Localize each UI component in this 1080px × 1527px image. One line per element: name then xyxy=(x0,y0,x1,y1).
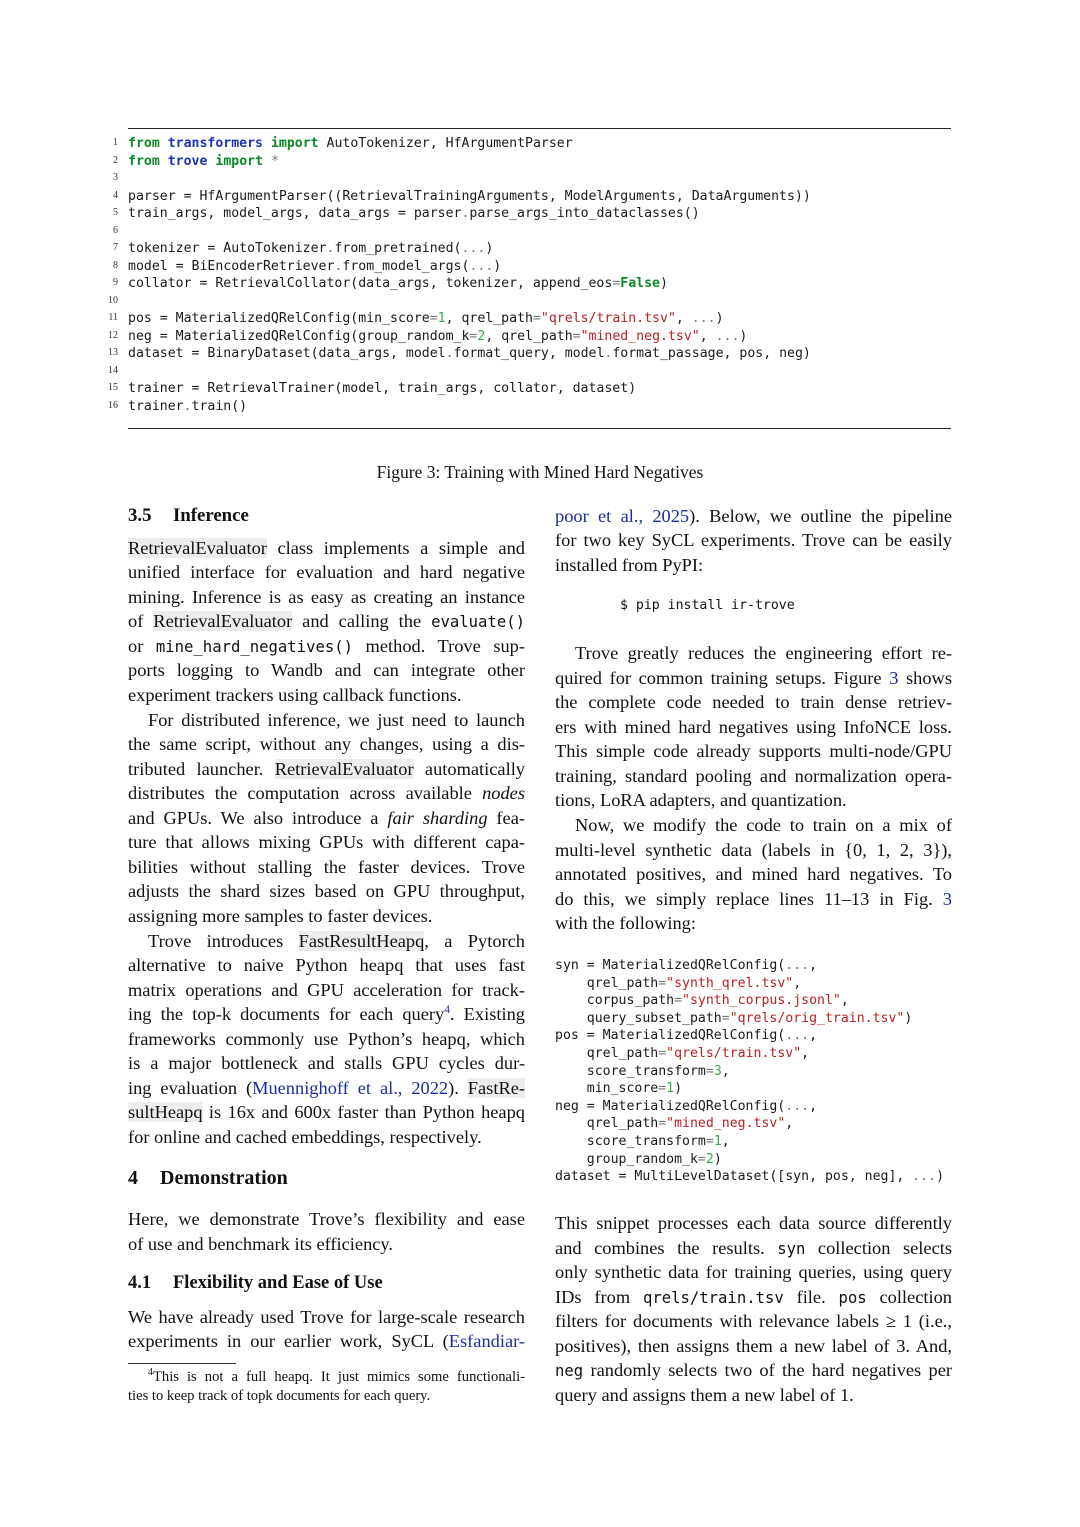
code-token: = xyxy=(572,328,581,344)
code-token: from xyxy=(128,136,160,151)
code-token: "synth_corpus.jsonl" xyxy=(682,993,841,1009)
snippet-line xyxy=(555,1010,912,1028)
section-title: Inference xyxy=(173,505,249,526)
code-term: RetrievalEvaluator xyxy=(128,538,267,558)
footnote-ref[interactable]: 4 xyxy=(444,1003,450,1016)
text: 1 (i.e., xyxy=(895,1311,952,1331)
snippet-line xyxy=(555,957,817,975)
section-heading-3-5 xyxy=(128,505,249,527)
text-line: multi-level synthetic data (labels in {0, 1, 2, 3}), xyxy=(555,840,952,860)
code-token: = xyxy=(721,1010,730,1026)
text: . Existing xyxy=(449,1004,525,1024)
code-token: 1 xyxy=(666,1081,675,1097)
line-number: 11 xyxy=(108,312,118,323)
figure-caption: Figure 3: Training with Mined Hard Negatives xyxy=(376,462,704,482)
code-token: 1 xyxy=(713,1134,722,1149)
code-token: ) xyxy=(485,241,494,256)
code-token: , xyxy=(721,1134,730,1149)
code-token: 2 xyxy=(705,1151,714,1167)
text-line: Here, we demonstrate Trove’s flexibility and ease xyxy=(128,1209,525,1229)
code-term: sultHeapq xyxy=(128,1102,203,1122)
code-term: RetrievalEvaluator xyxy=(153,611,293,631)
code-token: trove xyxy=(167,153,208,169)
text: ). Below, we outline the pipeline xyxy=(689,506,953,526)
footnote-line: ties to keep track of topk documents for each query. xyxy=(128,1388,431,1404)
code-token: pos = MaterializedQRelConfig(min_score xyxy=(128,311,430,326)
text-line: query and assigns them a new label of 1. xyxy=(555,1385,854,1405)
code-token: train() xyxy=(191,398,248,414)
code-token: ... xyxy=(715,328,740,344)
code-token: , xyxy=(675,311,692,326)
code-token: 1 xyxy=(437,311,446,326)
code-term: FastResultHeapq xyxy=(298,931,425,951)
code-text xyxy=(128,153,279,171)
code-token: * xyxy=(270,153,279,169)
code-line xyxy=(0,240,1080,258)
code-token: pos = MaterializedQRelConfig( xyxy=(555,1028,786,1044)
code-token: syn = MaterializedQRelConfig( xyxy=(555,958,786,973)
section-number: 3.5 xyxy=(128,505,152,526)
text: , a Pytorch xyxy=(424,931,525,951)
code-text xyxy=(128,135,573,153)
code-token: "mined_neg.tsv" xyxy=(580,328,700,344)
emphasis: nodes xyxy=(482,783,525,803)
code-line xyxy=(0,380,1080,398)
code-token: ) xyxy=(739,328,748,344)
code-token: = xyxy=(697,1151,706,1167)
line-number: 4 xyxy=(113,189,118,201)
code-line xyxy=(0,293,1080,311)
code-token: format_passage, pos, neg) xyxy=(612,346,811,361)
code-line xyxy=(0,135,1080,153)
section-title: Demonstration xyxy=(160,1167,288,1189)
text: IDs from xyxy=(555,1287,643,1307)
code-token: , xyxy=(801,1046,810,1061)
text-line: ers with mined hard negatives using InfoNCE loss. xyxy=(555,717,952,737)
code-token: = xyxy=(658,1081,667,1097)
code-token: ... xyxy=(691,311,716,326)
snippet-line xyxy=(555,1151,722,1169)
inline-code: neg xyxy=(555,1362,584,1380)
code-line xyxy=(0,345,1080,363)
text: of xyxy=(128,611,154,631)
text: file. xyxy=(783,1287,839,1307)
code-line xyxy=(0,363,1080,381)
text-line: for online and cached embeddings, respectively. xyxy=(128,1127,482,1147)
text-line xyxy=(128,1100,525,1124)
code-text xyxy=(128,328,747,346)
text: experiments in our earlier work, SyCL ( xyxy=(128,1331,449,1351)
text-line: Now, we modify the code to train on a mix of xyxy=(575,815,952,835)
code-line xyxy=(0,258,1080,276)
text-line xyxy=(128,929,525,953)
text-line: For distributed inference, we just need to launch xyxy=(148,710,525,730)
code-token: 3 xyxy=(713,1063,722,1079)
code-token: ... xyxy=(469,258,494,274)
code-token: dataset = MultiLevelDataset([syn, pos, neg], xyxy=(555,1169,913,1185)
code-token: import xyxy=(215,153,264,169)
text-line xyxy=(555,1236,952,1260)
code-token: "synth_qrel.tsv" xyxy=(666,975,794,991)
code-token: = xyxy=(705,1063,714,1079)
text-line xyxy=(128,1076,525,1100)
code-token: = xyxy=(705,1134,714,1149)
code-token: 2 xyxy=(477,328,486,344)
code-token: ... xyxy=(912,1169,937,1185)
text-line xyxy=(128,609,525,633)
code-token: group_random_k xyxy=(555,1151,698,1167)
line-number: 15 xyxy=(108,382,118,393)
citation-link[interactable]: poor et al., 2025 xyxy=(555,506,690,526)
text: fea- xyxy=(487,808,526,828)
footnote-rule xyxy=(128,1363,236,1364)
code-token: . xyxy=(461,206,470,221)
text-line xyxy=(555,1358,952,1382)
line-number: 8 xyxy=(113,259,118,271)
code-token xyxy=(160,136,168,151)
code-token: = xyxy=(658,975,667,991)
code-token: = xyxy=(658,1116,667,1132)
text-line: tions, LoRA adapters, and quantization. xyxy=(555,790,847,810)
section-number: 4.1 xyxy=(128,1273,152,1293)
text-line xyxy=(555,666,952,690)
line-number: 5 xyxy=(113,207,118,218)
code-token: transformers xyxy=(167,136,263,151)
section-heading-4 xyxy=(128,1167,288,1190)
text-line: ture that allows mixing GPUs with different capa- xyxy=(128,832,525,852)
code-line xyxy=(0,328,1080,346)
code-token: = xyxy=(674,993,683,1009)
inline-code: syn xyxy=(777,1240,806,1258)
text-line: of use and benchmark its efficiency. xyxy=(128,1234,394,1254)
line-number: 7 xyxy=(113,242,118,253)
code-token: qrel_path xyxy=(555,1046,659,1061)
code-line xyxy=(0,275,1080,293)
code-token: ... xyxy=(785,1098,810,1114)
text-line: frameworks commonly use Python’s heapq, which xyxy=(128,1029,525,1049)
code-line xyxy=(0,188,1080,206)
text-line xyxy=(128,806,525,830)
text: collection selects xyxy=(805,1238,952,1258)
code-token: , xyxy=(785,1116,794,1132)
text-line xyxy=(555,1285,952,1309)
code-token: . xyxy=(445,346,454,361)
citation-link[interactable]: Muennighoff et al., 2022 xyxy=(252,1078,449,1098)
code-token: . xyxy=(334,258,343,274)
text-line xyxy=(128,1002,525,1026)
line-number: 10 xyxy=(108,294,118,306)
code-token: from_pretrained( xyxy=(334,241,462,256)
code-token: collator = RetrievalCollator(data_args, tokenizer, append_eos xyxy=(128,276,613,291)
line-number: 14 xyxy=(108,364,118,376)
text-line: matrix operations and GPU acceleration for track- xyxy=(128,980,525,1000)
code-token xyxy=(160,154,168,169)
text-line: is a major bottleneck and stalls GPU cycles dur- xyxy=(128,1053,525,1073)
text: automatically xyxy=(413,759,526,779)
text-line: alternative to naive Python heapq that uses fast xyxy=(128,955,525,975)
code-token: . xyxy=(183,398,192,414)
code-token: = xyxy=(532,311,541,326)
text-line: mining. Inference is as easy as creating an instance xyxy=(128,587,525,607)
code-token: , xyxy=(721,1063,730,1079)
listing-top-rule xyxy=(128,128,951,129)
code-token: ) xyxy=(936,1169,945,1185)
code-token: . xyxy=(604,346,613,361)
code-token: from_model_args( xyxy=(342,258,470,274)
code-text xyxy=(128,205,700,223)
code-token: ... xyxy=(785,958,810,973)
listing-bottom-rule xyxy=(128,428,951,429)
text-line: annotated positives, and mined hard negatives. To xyxy=(555,864,952,884)
inline-code: qrels/train.tsv xyxy=(642,1289,784,1307)
snippet-line xyxy=(555,1168,944,1186)
code-token: , qrel_path xyxy=(485,328,573,344)
text: ing evaluation ( xyxy=(128,1078,253,1098)
code-token: parse_args_into_dataclasses() xyxy=(469,206,700,221)
code-token: import xyxy=(270,136,319,151)
line-number: 9 xyxy=(113,277,118,288)
code-token: query_subset_path xyxy=(555,1010,722,1026)
footnote-mark: 4 xyxy=(148,1367,153,1379)
code-token: parser = HfArgumentParser((RetrievalTrainingArguments, ModelArguments, DataArguments)) xyxy=(128,188,811,204)
install-command: $ pip install ir-trove xyxy=(620,598,795,613)
text: filters for documents with relevance labels xyxy=(555,1311,886,1331)
text-line: Trove greatly reduces the engineering effort re- xyxy=(575,643,952,663)
text-line: the same script, without any changes, using a dis- xyxy=(128,734,525,754)
text-line xyxy=(555,887,952,911)
code-token: trainer xyxy=(128,398,184,414)
code-token: score_transform xyxy=(555,1134,706,1149)
code-token: , xyxy=(840,993,849,1009)
code-text xyxy=(128,258,501,276)
text: ing the top-k documents for each query xyxy=(128,1004,445,1024)
code-token: = xyxy=(612,276,621,291)
code-token: False xyxy=(620,276,660,291)
text: ). xyxy=(448,1078,468,1098)
code-token: dataset = BinaryDataset(data_args, model xyxy=(128,346,446,361)
text: collection xyxy=(866,1287,952,1307)
code-token: neg = MaterializedQRelConfig( xyxy=(555,1098,786,1114)
code-token: min_score xyxy=(555,1081,659,1097)
text-line: experiment trackers using callback functions. xyxy=(128,685,462,705)
code-token: "qrels/orig_train.tsv" xyxy=(729,1010,905,1026)
code-token: neg = MaterializedQRelConfig(group_random_k xyxy=(128,328,470,344)
citation-link[interactable]: Esfandiar- xyxy=(448,1331,525,1351)
snippet-line xyxy=(555,1098,817,1116)
code-token: qrel_path xyxy=(555,1116,659,1132)
code-text xyxy=(128,188,811,206)
code-token: ) xyxy=(493,258,502,274)
text: quired for common training setups. Figure xyxy=(555,668,890,688)
section-number: 4 xyxy=(128,1167,138,1189)
code-token: AutoTokenizer, HfArgumentParser xyxy=(318,136,573,151)
section-title: Flexibility and Ease of Use xyxy=(173,1273,383,1293)
snippet-line xyxy=(555,992,849,1010)
text-line: This snippet processes each data source differently xyxy=(555,1213,952,1233)
text-line xyxy=(128,781,525,805)
text-line xyxy=(128,757,525,781)
code-token: . xyxy=(326,241,335,256)
code-token xyxy=(263,136,271,151)
code-line xyxy=(0,310,1080,328)
line-number: 6 xyxy=(113,224,118,236)
snippet-line xyxy=(555,1115,793,1133)
text-line: adjusts the shard sizes based on GPU throughput, xyxy=(128,881,525,901)
code-token: , qrel_path xyxy=(445,311,533,326)
code-token: model = BiEncoderRetriever xyxy=(128,258,335,274)
code-token xyxy=(263,154,271,169)
code-token: ... xyxy=(785,1028,810,1044)
code-line xyxy=(0,205,1080,223)
code-token: tokenizer = AutoTokenizer xyxy=(128,241,327,256)
code-token: format_query, model xyxy=(453,346,605,361)
code-token: ) xyxy=(674,1081,683,1097)
text: tributed launcher. xyxy=(128,759,275,779)
footnote-line xyxy=(128,1368,525,1387)
code-token: "qrels/train.tsv" xyxy=(540,311,676,326)
inline-code: evaluate() xyxy=(431,613,525,631)
code-text xyxy=(128,310,724,328)
figure-ref-link[interactable]: 3 xyxy=(889,668,899,688)
inline-code: pos xyxy=(838,1289,867,1307)
code-token: "mined_neg.tsv" xyxy=(666,1116,786,1132)
code-text xyxy=(128,398,247,416)
code-text xyxy=(128,240,493,258)
code-term: RetrievalEvaluator xyxy=(274,759,414,779)
text: is 16x and 600x faster than Python heapq xyxy=(202,1102,525,1122)
text: or xyxy=(128,636,156,656)
code-line xyxy=(0,170,1080,188)
text-line: installed from PyPI: xyxy=(555,555,704,575)
code-text xyxy=(128,380,636,398)
code-token: , xyxy=(809,1098,818,1114)
code-token: corpus_path xyxy=(555,993,675,1009)
code-token: = xyxy=(658,1046,667,1061)
snippet-line xyxy=(555,1133,730,1151)
code-token: qrel_path xyxy=(555,975,659,991)
inline-code: mine_hard_negatives() xyxy=(155,638,354,656)
section-heading-4-1 xyxy=(128,1273,383,1294)
text-line: bilities without stalling the faster devices. Trove xyxy=(128,857,525,877)
math-symbol: ≥ xyxy=(885,1311,896,1331)
text: class implements a simple and xyxy=(266,538,525,558)
code-token: ) xyxy=(904,1010,913,1026)
code-token: , xyxy=(809,958,818,973)
text-line: We have already used Trove for large-scale research xyxy=(128,1307,525,1327)
text: method. Trove sup- xyxy=(353,636,525,656)
text-line: the complete code needed to train dense retriev- xyxy=(555,692,952,712)
figure-ref-link[interactable]: 3 xyxy=(942,889,952,909)
text-line xyxy=(128,536,525,560)
code-token: , xyxy=(809,1028,818,1044)
code-token: ... xyxy=(461,241,486,256)
code-line xyxy=(0,223,1080,241)
snippet-line xyxy=(555,1063,730,1081)
text: shows xyxy=(898,668,952,688)
text: randomly selects two of the hard negatives per xyxy=(583,1360,952,1380)
text: and combines the results. xyxy=(555,1238,778,1258)
code-line xyxy=(0,398,1080,416)
code-token: "qrels/train.tsv" xyxy=(666,1046,802,1061)
text-line: assigning more samples to faster devices. xyxy=(128,906,433,926)
code-token: ) xyxy=(715,311,724,326)
text-line xyxy=(555,1309,952,1333)
snippet-line xyxy=(555,1045,809,1063)
snippet-line xyxy=(555,1080,682,1098)
code-text xyxy=(128,345,811,363)
text: This is not a full heapq. It just mimics some functionali- xyxy=(153,1369,525,1385)
line-number: 2 xyxy=(113,154,118,166)
text-line: This simple code already supports multi-node/GPU xyxy=(555,741,952,761)
line-number: 1 xyxy=(113,137,118,148)
code-token: from xyxy=(128,153,160,169)
code-line xyxy=(0,153,1080,171)
code-token: score_transform xyxy=(555,1063,706,1079)
code-token: , xyxy=(699,328,716,344)
text: Trove introduces xyxy=(148,931,299,951)
text: and GPUs. We also introduce a xyxy=(128,808,388,828)
text-line xyxy=(128,634,525,658)
line-number: 12 xyxy=(108,329,118,341)
code-token: , xyxy=(793,975,802,991)
text-line xyxy=(128,1329,525,1353)
code-token: train_args, model_args, data_args = parser xyxy=(128,206,462,221)
emphasis: fair sharding xyxy=(387,808,488,828)
code-token: = xyxy=(469,328,478,344)
text-line: positives), then assigns them a new label of 3. And, xyxy=(555,1336,952,1356)
text-line: with the following: xyxy=(555,913,696,933)
text: do this, we simply replace lines 11–13 in Fig. xyxy=(555,889,943,909)
text-line: training, standard pooling and normalization opera- xyxy=(555,766,952,786)
code-token: trainer = RetrievalTrainer(model, train_args, collator, dataset) xyxy=(128,381,637,396)
text-line: ports logging to Wandb and can integrate other xyxy=(128,660,525,680)
text-line xyxy=(555,504,952,528)
code-token: = xyxy=(429,311,438,326)
text-line: for two key SyCL experiments. Trove can be easily xyxy=(555,530,952,550)
text-line: only synthetic data for training queries, using query xyxy=(555,1262,952,1282)
line-number: 16 xyxy=(108,399,118,411)
line-number: 3 xyxy=(113,172,118,183)
line-number: 13 xyxy=(108,347,118,358)
code-text xyxy=(128,275,668,293)
text-line: unified interface for evaluation and hard negative xyxy=(128,562,525,582)
text: and calling the xyxy=(292,611,432,631)
code-token: ) xyxy=(659,276,668,291)
snippet-line xyxy=(555,975,801,993)
code-term: FastRe- xyxy=(467,1078,525,1098)
snippet-line xyxy=(555,1027,817,1045)
code-token: ) xyxy=(713,1151,722,1167)
text: distributes the computation across available xyxy=(128,783,483,803)
